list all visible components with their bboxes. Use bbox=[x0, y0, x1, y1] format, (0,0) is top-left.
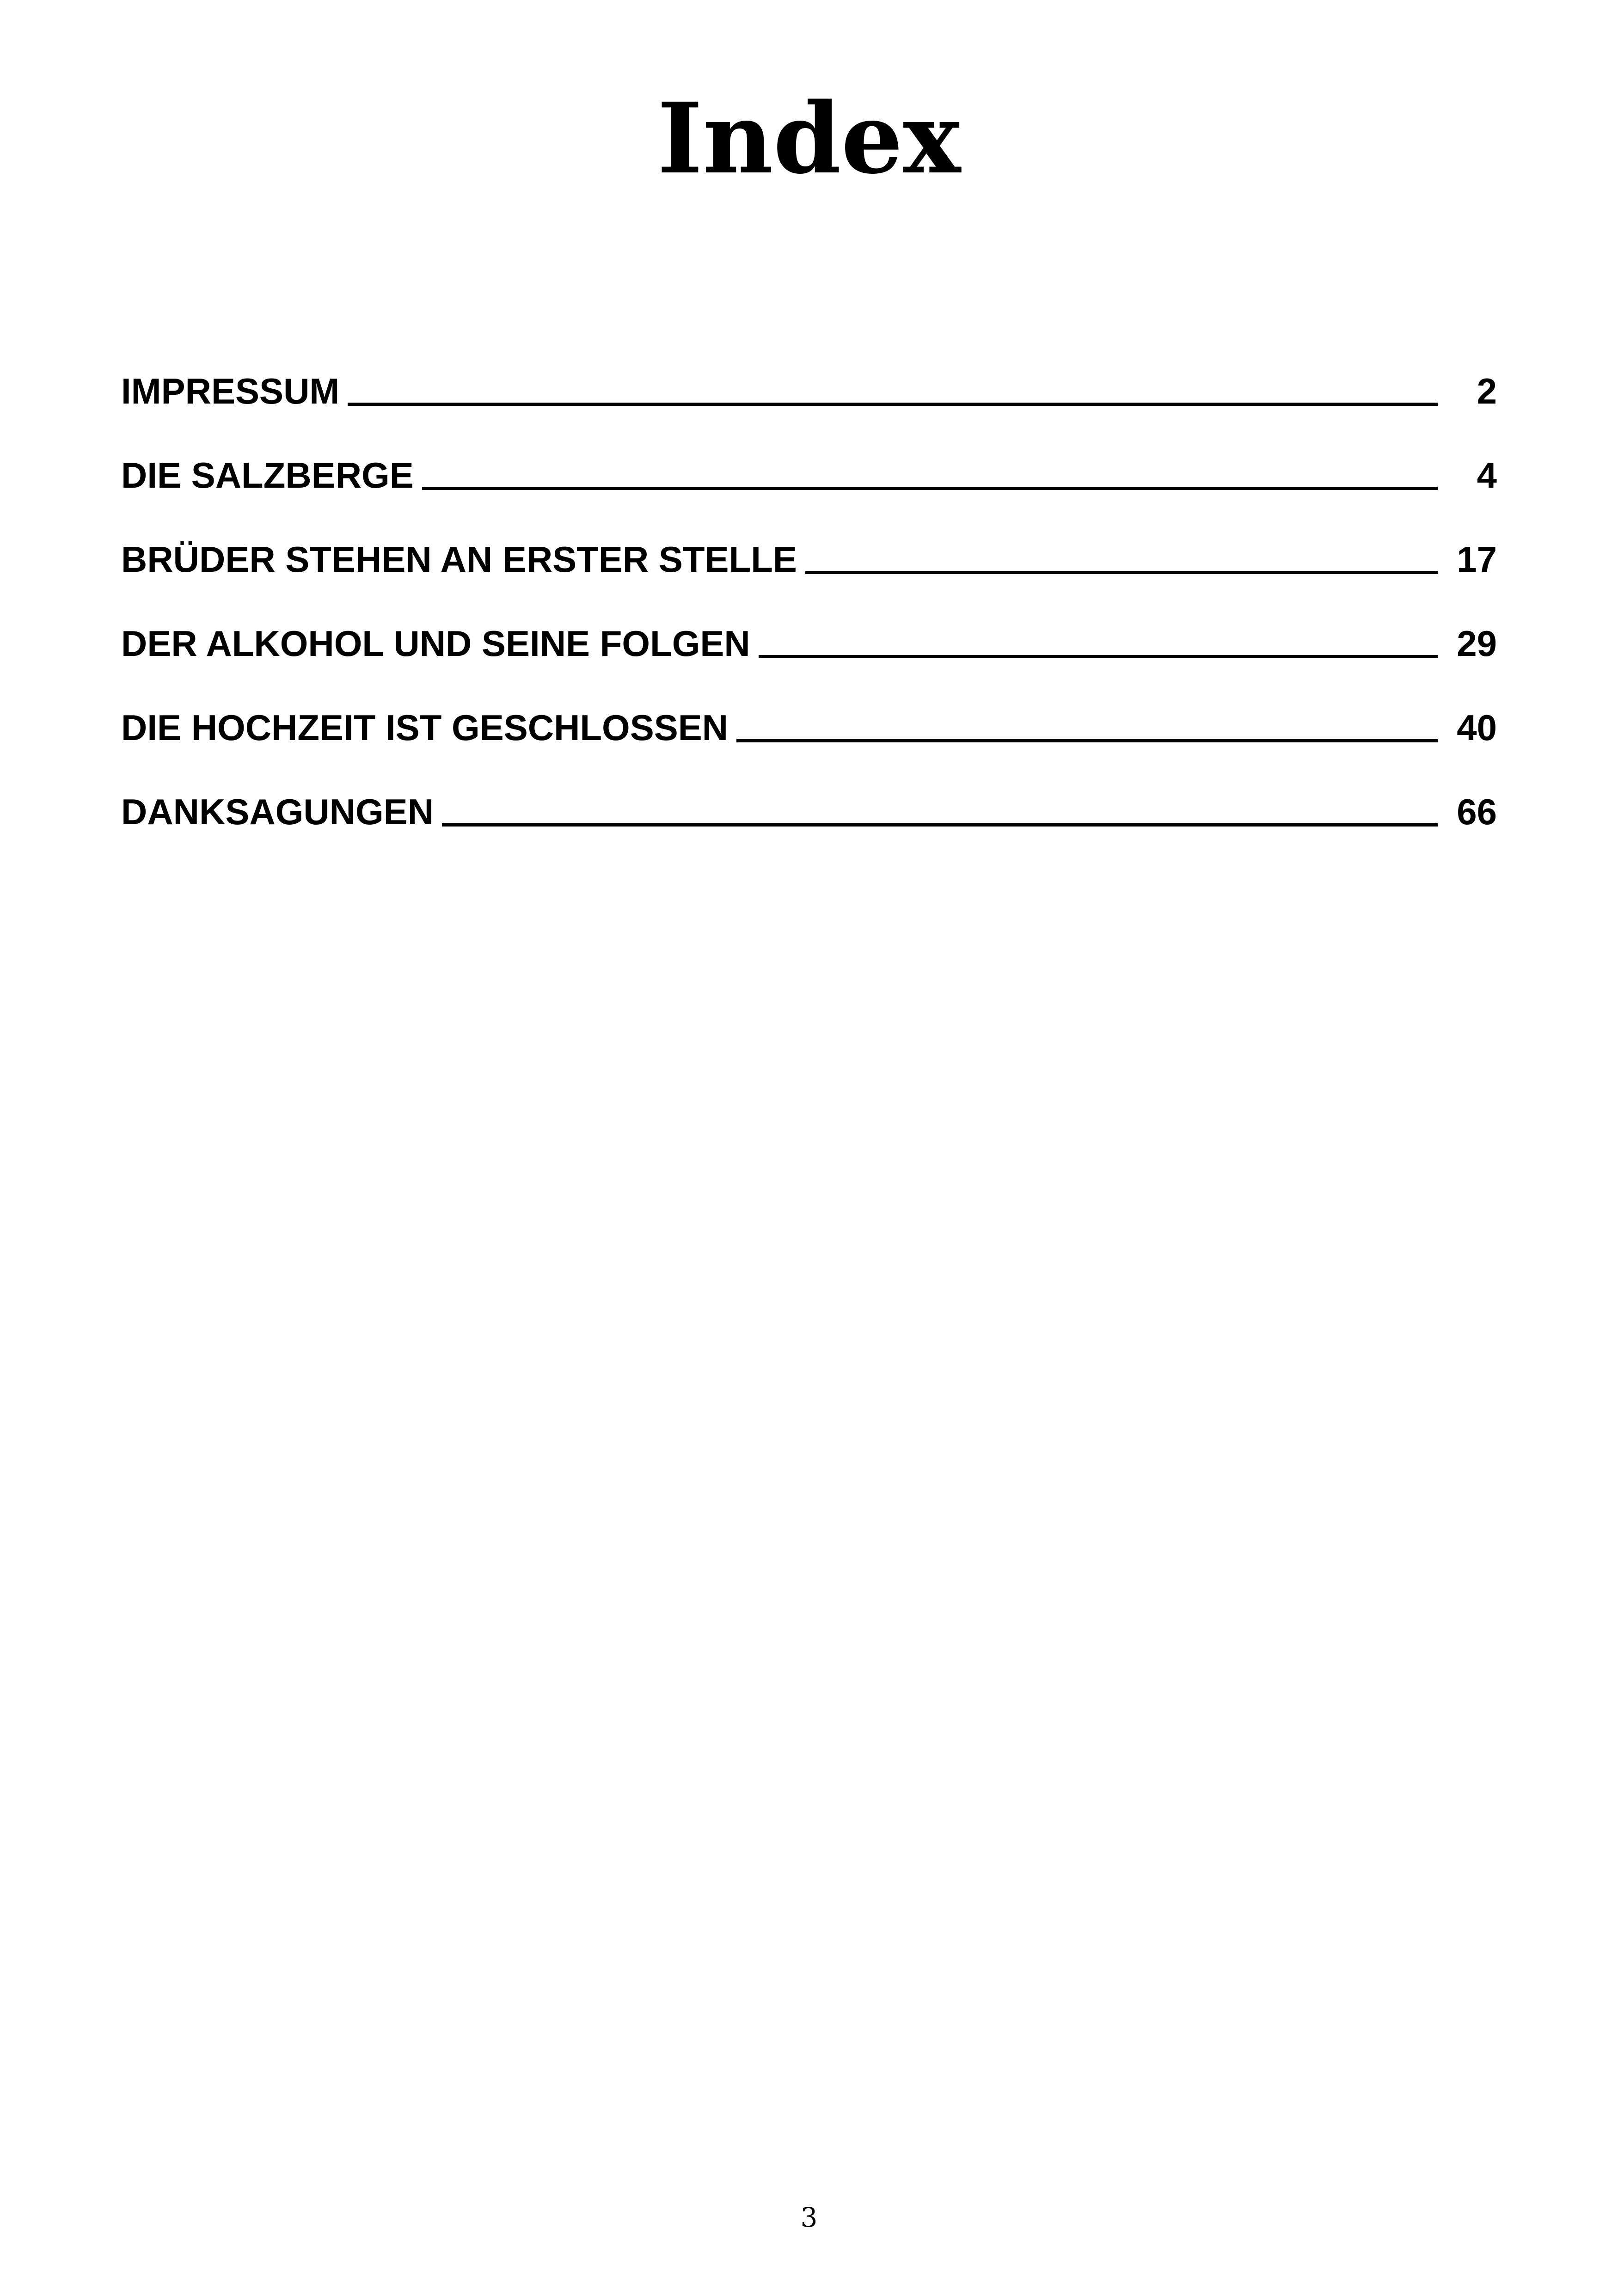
toc-entry-die-salzberge bbox=[121, 412, 1497, 496]
toc-leader-line bbox=[442, 823, 1438, 827]
toc-entry-label: BRÜDER STEHEN AN ERSTER STELLE bbox=[121, 539, 797, 580]
toc-entry-brueder-stehen bbox=[121, 496, 1497, 581]
toc-leader-line bbox=[422, 487, 1438, 490]
toc-entry-page: 17 bbox=[1457, 539, 1497, 580]
toc-entry-die-hochzeit bbox=[121, 665, 1497, 749]
toc-entry-label: DER ALKOHOL UND SEINE FOLGEN bbox=[121, 623, 750, 664]
table-of-contents bbox=[121, 328, 1497, 833]
toc-leader-line bbox=[736, 739, 1438, 742]
toc-entry-impressum bbox=[121, 328, 1497, 412]
toc-entry-label: DIE SALZBERGE bbox=[121, 455, 414, 496]
toc-entry-label: DANKSAGUNGEN bbox=[121, 791, 434, 832]
toc-entry-der-alkohol bbox=[121, 581, 1497, 665]
toc-entry-page: 4 bbox=[1477, 455, 1497, 496]
page-title: Index bbox=[657, 81, 961, 196]
toc-entry-danksagungen bbox=[121, 749, 1497, 833]
toc-entry-label: DIE HOCHZEIT IST GESCHLOSSEN bbox=[121, 707, 729, 748]
toc-entry-page: 29 bbox=[1457, 623, 1497, 664]
page-number: 3 bbox=[800, 2202, 818, 2233]
toc-entry-label: IMPRESSUM bbox=[121, 371, 340, 411]
toc-leader-line bbox=[348, 403, 1438, 406]
toc-leader-line bbox=[759, 655, 1438, 658]
toc-entry-page: 66 bbox=[1457, 791, 1497, 832]
toc-entry-page: 40 bbox=[1457, 707, 1497, 748]
toc-entry-page: 2 bbox=[1477, 371, 1497, 411]
toc-leader-line bbox=[805, 571, 1438, 574]
